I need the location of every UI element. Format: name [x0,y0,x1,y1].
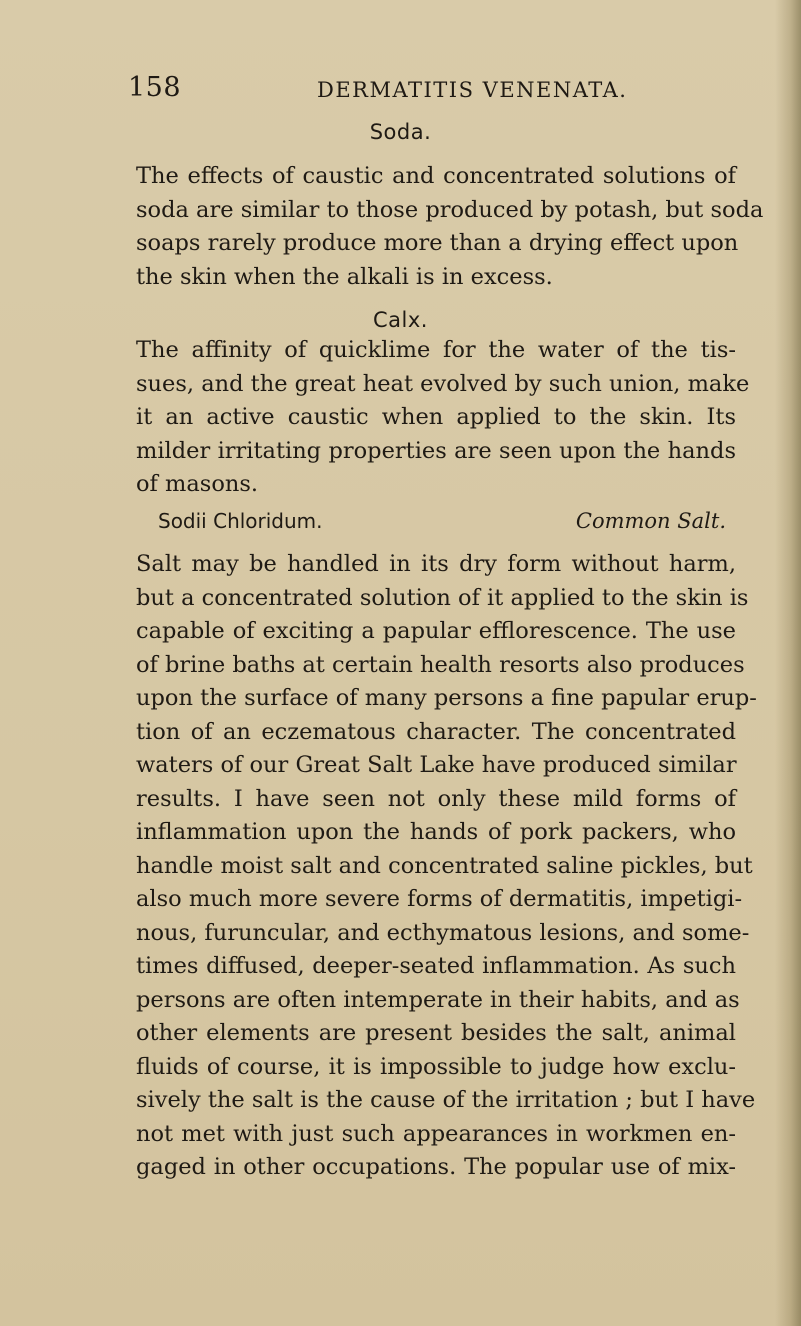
section-heading-sodii-chloridum [158,509,726,539]
text-line: The affinity of quicklime for the water of the tis- [136,337,736,363]
text-line: soaps rarely produce more than a drying effect upon [136,230,739,256]
text-line: soda are similar to those produced by potash, but soda [136,196,764,223]
text-line: results. I have seen not only these mild forms of [136,785,736,812]
text-line: sues, and the great heat evolved by such union, make [136,370,750,397]
page-edge-shadow [775,0,801,1326]
section-heading-latin: Sodii Chloridum. [158,509,323,533]
text-line: Salt may be handled in its dry form without harm, [136,551,736,577]
text-line: sively the salt is the cause of the irritation ; but I have [136,1087,756,1113]
section-heading-common-name: Common Salt. [575,509,726,533]
text-line: milder irritating properties are seen upon the hands [136,437,736,464]
page-number: 158 [128,72,182,103]
text-line: The effects of caustic and concentrated solutions of [136,163,736,189]
section-heading-soda: Soda. [369,120,432,144]
text-line: times diffused, deeper-seated inflammation. As such [136,953,736,979]
text-line: not met with just such appearances in workmen en- [136,1120,736,1147]
text-line: waters of our Great Salt Lake have produced similar [136,752,737,778]
text-line: of masons. [136,471,259,497]
paragraph-sodii-chloridum [136,548,757,1185]
text-line: of brine baths at certain health resorts also produces [136,651,745,678]
text-line: fluids of course, it is impossible to judge how exclu- [136,1053,736,1080]
section-heading-calx: Calx. [373,308,428,332]
text-line: inflammation upon the hands of pork packers, who [136,819,736,845]
paragraph-calx [136,334,750,502]
text-line: but a concentrated solution of it applied to the skin is [136,584,749,611]
page-header [128,72,748,112]
text-line: other elements are present besides the salt, animal [136,1020,736,1046]
text-line: it an active caustic when applied to the skin. Its [136,404,736,430]
text-line: upon the surface of many persons a fine papular erup- [136,685,757,711]
text-line: gaged in other occupations. The popular use of mix- [136,1154,736,1180]
text-line: capable of exciting a papular efflorescence. The use [136,618,736,644]
text-line: persons are often intemperate in their habits, and as [136,986,740,1013]
running-title: DERMATITIS VENENATA. [317,78,628,102]
text-line: nous, furuncular, and ecthymatous lesions, and some- [136,919,750,946]
text-line: also much more severe forms of dermatitis, impetigi- [136,886,743,912]
paragraph-soda [136,160,764,294]
text-line: handle moist salt and concentrated saline pickles, but [136,852,753,879]
text-line: tion of an eczematous character. The concentrated [136,718,736,745]
text-line: the skin when the alkali is in excess. [136,263,553,290]
